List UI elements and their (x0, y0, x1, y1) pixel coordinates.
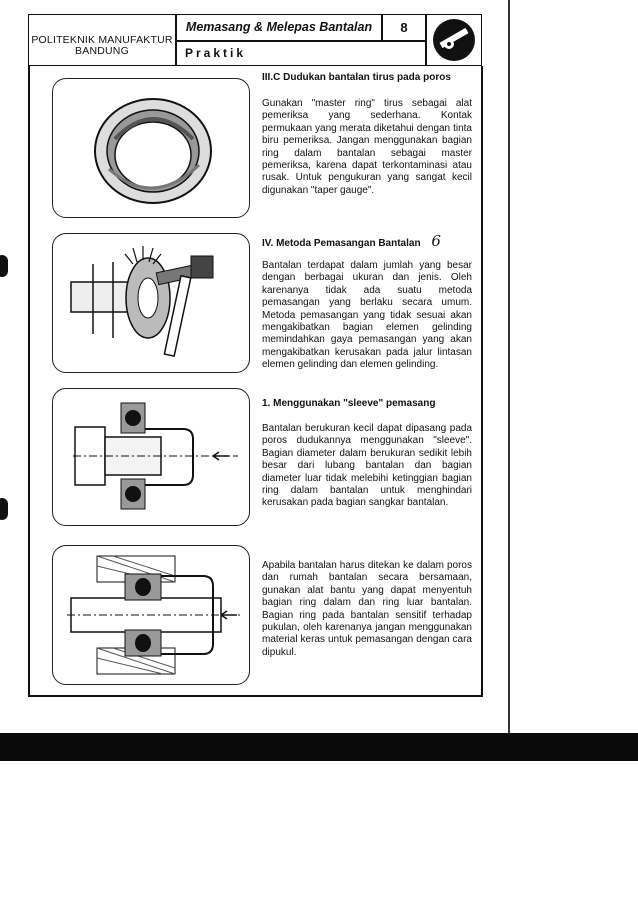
section-4-body (262, 260, 472, 372)
section-3c-paragraph: Gunakan "master ring" tirus sebagai alat pemeriksa yang sederhana. Kontak permukaan yang merata diketahui dengan tinta biru pemeriksa. Jangan menggunakan bagian ring dalam bantalan sebagai master pemeriksa, karena dapat terkontaminasi atau rusak. Untuk pengukuran yang sangat kecil digunakan "taper gauge". (262, 98, 472, 196)
frame-bottom (28, 695, 483, 697)
double-mounting-figure (52, 545, 250, 685)
doc-title: Memasang & Melepas Bantalan (176, 14, 382, 41)
logo-icon (427, 15, 481, 65)
binder-hole (0, 498, 8, 520)
section-4-paragraph: Bantalan terdapat dalam jumlah yang besar dengan berbagai ukuran dan jenis. Oleh karenanya tidak ada suatu metoda pemasangan yang berlaku secara umum. Metoda pemasangan yang tidak sesuai akan mengakibatkan bagian elemen gelinding memindahkan gaya pemasangan yang akan mengakibatkan kerusakan pada jalur lintasan elemen gelinding dan elemen gelinding. (262, 260, 472, 371)
section-3c-body (262, 98, 472, 197)
doc-subtitle: Praktik (176, 41, 426, 66)
section-4-1-heading: 1. Menggunakan "sleeve" pemasang (262, 398, 436, 409)
institution-line-2: BANDUNG (75, 45, 129, 57)
section-4-title: IV. Metoda Pemasangan Bantalan (262, 238, 421, 249)
logo-cell (426, 14, 482, 66)
hammer-mounting-figure (52, 233, 250, 373)
page-number: 8 (382, 14, 426, 41)
frame-right (481, 66, 483, 696)
section-4-1b-paragraph: Apabila bantalan harus ditekan ke dalam poros dan rumah bantalan secara bersamaan, gunakan alat bantu yang dapat menyentuh bagian ring dalam dan ring luar bantalan. Bagian ring pada bantalan sensitif terhadap pukulan, oleh karenanya jangan menggunakan material keras untuk pemasangan dengan cara dipukul. (262, 560, 472, 658)
master-ring-figure (52, 78, 250, 218)
section-4-1-paragraph: Bantalan berukuran kecil dapat dipasang pada poros dudukannya menggunakan "sleeve". Bagian diameter dalam berukuran sedikit lebih besar dari lubang bantalan dan bagian diameter luar tidak melebihi ketinggian bagian ring dalam bantalan untuk menghindari kerusakan pada bagian sangkar bantalan. (262, 423, 472, 509)
section-3c-heading: III.C Dudukan bantalan tirus pada poros (262, 72, 451, 83)
binder-hole (0, 255, 8, 277)
frame-left (28, 66, 30, 696)
institution-cell (28, 14, 176, 66)
page-edge-line (508, 0, 510, 745)
sleeve-mounting-figure (52, 388, 250, 526)
institution-line-1: POLITEKNIK MANUFAKTUR (31, 34, 173, 46)
section-4-1-body (262, 423, 472, 510)
scan-bottom-band (0, 733, 638, 761)
section-4-1b-body (262, 560, 472, 659)
section-4-heading (262, 232, 472, 250)
handwritten-mark: 6 (431, 232, 441, 250)
